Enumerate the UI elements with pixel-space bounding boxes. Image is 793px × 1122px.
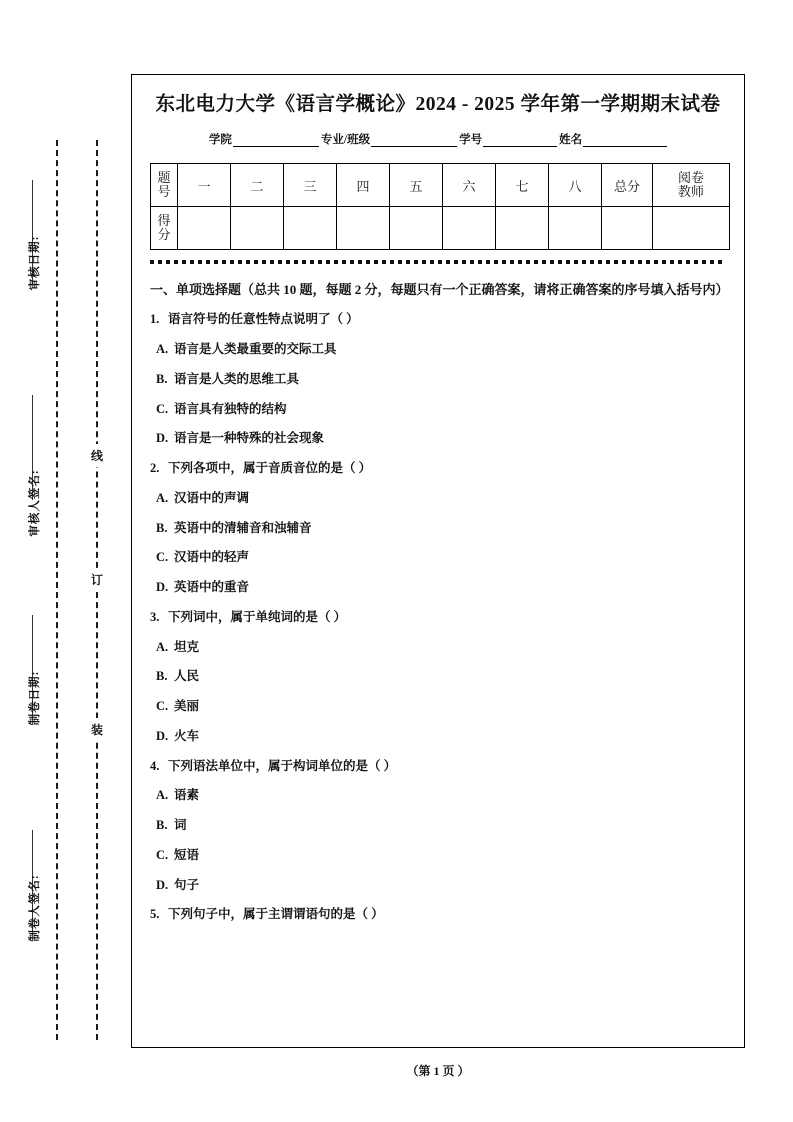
option-text: 火车 <box>174 728 200 743</box>
option-text: 人民 <box>174 669 200 684</box>
student-info-label-student-id: 学号 <box>459 134 483 147</box>
seam-char-zhuang: 装 <box>86 718 108 741</box>
question-option[interactable] <box>156 876 726 895</box>
score-cell-2[interactable] <box>231 207 284 250</box>
option-text: 语言是人类最重要的交际工具 <box>174 342 337 357</box>
question-option[interactable] <box>156 727 726 746</box>
option-text: 语言具有独特的结构 <box>174 401 287 416</box>
option-letter: A. <box>156 490 169 505</box>
question-text: 下列各项中，属于音质音位的是（ ） <box>168 461 372 476</box>
score-cell-4[interactable] <box>337 207 390 250</box>
option-letter: C. <box>156 699 169 714</box>
teacher-label-line2: 教师 <box>677 184 704 200</box>
score-cell-5[interactable] <box>390 207 443 250</box>
question-option[interactable] <box>156 370 726 389</box>
score-cell-total[interactable] <box>602 207 653 250</box>
option-text: 短语 <box>174 847 200 862</box>
score-table-score-row <box>151 207 730 250</box>
student-info-row <box>150 131 726 147</box>
option-letter: D. <box>156 877 169 892</box>
score-table-row-label-score <box>151 207 178 250</box>
binding-dashed-line-outer <box>56 140 58 1040</box>
question-text: 下列词中，属于单纯词的是（ ） <box>168 609 347 624</box>
score-table-row-label-question <box>151 164 178 207</box>
question-text: 下列句子中，属于主谓谓语句的是（ ） <box>168 907 384 922</box>
option-letter: C. <box>156 847 169 862</box>
student-info-field-major-class <box>321 131 457 147</box>
score-table-col-teacher <box>653 164 730 207</box>
option-letter: C. <box>156 550 169 565</box>
student-info-label-major-class: 专业/班级 <box>320 134 371 147</box>
exam-paper-frame <box>131 74 745 1048</box>
side-label-paper-date: 制卷日期: <box>29 670 41 726</box>
score-cell-7[interactable] <box>496 207 549 250</box>
score-table-header-row <box>151 164 730 207</box>
question-option[interactable] <box>156 667 726 686</box>
question-option[interactable] <box>156 846 726 865</box>
exam-title: 东北电力大学《语言学概论》2024 - 2025 学年第一学期期末试卷 <box>155 94 721 115</box>
question-number: 5. <box>150 907 160 922</box>
option-letter: D. <box>156 728 169 743</box>
option-text: 汉语中的轻声 <box>174 550 250 565</box>
option-text: 词 <box>174 818 187 833</box>
row-label-score-char2: 分 <box>157 227 171 243</box>
score-cell-3[interactable] <box>284 207 337 250</box>
option-letter: B. <box>156 520 168 535</box>
score-cell-teacher[interactable] <box>653 207 730 250</box>
question-number: 2. <box>150 461 160 476</box>
score-table-col-7: 七 <box>496 164 549 207</box>
option-text: 英语中的重音 <box>174 580 250 595</box>
question-number: 1. <box>150 312 160 327</box>
option-text: 汉语中的声调 <box>174 490 250 505</box>
row-label-question-char1: 题 <box>157 170 171 186</box>
side-label-author-signature: 制卷人签名: <box>29 874 41 942</box>
option-letter: A. <box>156 788 169 803</box>
option-text: 语言是人类的思维工具 <box>174 371 300 386</box>
question-number: 4. <box>150 758 160 773</box>
page-footer: （第 1 页 ） <box>406 1064 470 1078</box>
question-stem <box>150 757 726 776</box>
row-label-question-char2: 号 <box>157 184 171 200</box>
row-label-score-char1: 得 <box>157 213 171 229</box>
question-stem <box>150 608 726 627</box>
score-table-col-8: 八 <box>549 164 602 207</box>
question-option[interactable] <box>156 578 726 597</box>
option-letter: C. <box>156 401 169 416</box>
student-info-label-college: 学院 <box>208 134 232 147</box>
option-text: 语素 <box>174 788 200 803</box>
question-option[interactable] <box>156 816 726 835</box>
option-letter: B. <box>156 669 168 684</box>
student-info-field-name <box>559 131 667 147</box>
dotted-separator-rule <box>150 260 726 264</box>
student-info-blank-name[interactable] <box>583 133 667 147</box>
student-info-blank-major-class[interactable] <box>371 133 457 147</box>
option-text: 句子 <box>174 877 200 892</box>
question-option[interactable] <box>156 786 726 805</box>
option-letter: B. <box>156 371 168 386</box>
score-table-col-4: 四 <box>337 164 390 207</box>
score-table-col-2: 二 <box>231 164 284 207</box>
question-number: 3. <box>150 609 160 624</box>
score-table-col-1: 一 <box>178 164 231 207</box>
question-option[interactable] <box>156 400 726 419</box>
seam-char-ding: 订 <box>86 568 108 591</box>
score-cell-8[interactable] <box>549 207 602 250</box>
score-cell-1[interactable] <box>178 207 231 250</box>
student-info-blank-college[interactable] <box>233 133 319 147</box>
option-text: 美丽 <box>174 699 200 714</box>
question-text: 下列语法单位中，属于构词单位的是（ ） <box>168 758 397 773</box>
question-option[interactable] <box>156 489 726 508</box>
question-option[interactable] <box>156 340 726 359</box>
score-table-col-3: 三 <box>284 164 337 207</box>
teacher-label-line1: 阅卷 <box>677 170 704 186</box>
option-text: 英语中的清辅音和浊辅音 <box>174 520 312 535</box>
option-letter: A. <box>156 639 169 654</box>
score-table-col-5: 五 <box>390 164 443 207</box>
student-info-label-name: 姓名 <box>559 134 583 147</box>
option-letter: A. <box>156 342 169 357</box>
section-heading-single-choice: 一、单项选择题（总共 10 题，每题 2 分，每题只有一个正确答案，请将正确答案的序号填入括号内） <box>150 282 729 298</box>
question-option[interactable] <box>156 697 726 716</box>
seam-char-xian: 线 <box>86 444 108 467</box>
question-option[interactable] <box>156 429 726 448</box>
score-cell-6[interactable] <box>443 207 496 250</box>
option-letter: D. <box>156 580 169 595</box>
question-option[interactable] <box>156 548 726 567</box>
score-table <box>150 163 730 250</box>
side-label-audit-date: 审核日期: <box>29 235 41 291</box>
student-info-field-student-id <box>459 131 557 147</box>
question-stem <box>150 310 726 329</box>
question-option[interactable] <box>156 638 726 657</box>
option-letter: D. <box>156 431 169 446</box>
option-text: 语言是一种特殊的社会现象 <box>174 431 325 446</box>
student-info-blank-student-id[interactable] <box>483 133 557 147</box>
binding-margin <box>0 0 131 1122</box>
side-label-auditor-signature: 审核人签名: <box>29 469 41 537</box>
option-text: 坦克 <box>174 639 200 654</box>
option-letter: B. <box>156 818 168 833</box>
question-text: 语言符号的任意性特点说明了（ ） <box>168 312 359 327</box>
score-table-col-6: 六 <box>443 164 496 207</box>
score-table-col-total: 总分 <box>602 164 653 207</box>
question-stem <box>150 905 726 924</box>
question-stem <box>150 459 726 478</box>
student-info-field-college <box>209 131 319 147</box>
question-option[interactable] <box>156 519 726 538</box>
